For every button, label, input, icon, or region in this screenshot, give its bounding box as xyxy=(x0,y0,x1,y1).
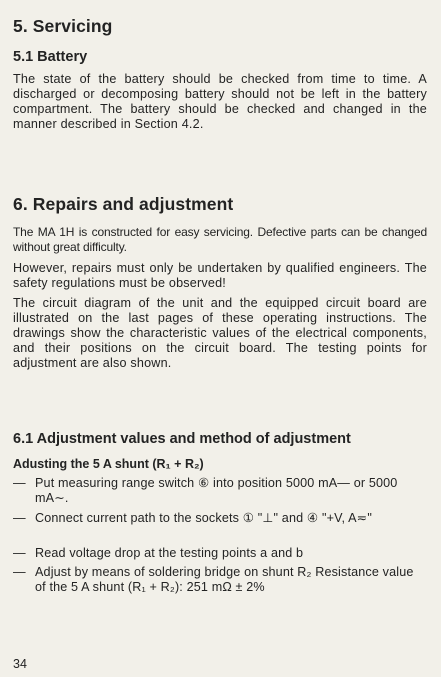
battery-paragraph: The state of the battery should be checked from time to time. A discharged or decomposing battery should not be left in the battery compartment. The battery should be checked and changed in the manner described in Section 4.2. xyxy=(13,72,427,131)
shunt-subheading: Adusting the 5 A shunt (R₁ + R₂) xyxy=(13,457,204,471)
list-dash: — xyxy=(13,511,26,525)
section-6-1-heading: 6.1 Adjustment values and method of adjustment xyxy=(13,431,351,447)
list-item-text: Connect current path to the sockets ① "⊥" and ④ "+V, A≂" xyxy=(35,511,373,525)
circuit-diagram-paragraph: The circuit diagram of the unit and the equipped circuit board are illustrated on the last pages of these operating instructions. The drawings show the characteristic values of the electrical components, and their positions on the circuit board. The testing points for adjustment are also shown. xyxy=(13,296,427,370)
list-dash: — xyxy=(13,546,26,560)
list-item-text: Put measuring range switch ⑥ into position 5000 mA— or 5000 mA∼. xyxy=(35,476,398,505)
list-dash: — xyxy=(13,476,26,490)
servicing-paragraph: The MA 1H is constructed for easy servicing. Defective parts can be changed without great difficulty. xyxy=(13,225,427,254)
list-dash: — xyxy=(13,565,26,579)
section-5-1-heading: 5.1 Battery xyxy=(13,49,88,65)
list-item-text: Adjust by means of soldering bridge on shunt R₂ Resistance value of the 5 A shunt (R₁ + R₂): 251 mΩ ± 2% xyxy=(35,565,414,594)
section-6-heading: 6. Repairs and adjustment xyxy=(13,194,234,214)
safety-paragraph: However, repairs must only be undertaken by qualified engineers. The safety regulations must be observed! xyxy=(13,261,427,290)
page-number: 34 xyxy=(13,657,27,671)
list-item-text: Read voltage drop at the testing points a and b xyxy=(35,546,304,560)
section-5-heading: 5. Servicing xyxy=(13,16,113,36)
